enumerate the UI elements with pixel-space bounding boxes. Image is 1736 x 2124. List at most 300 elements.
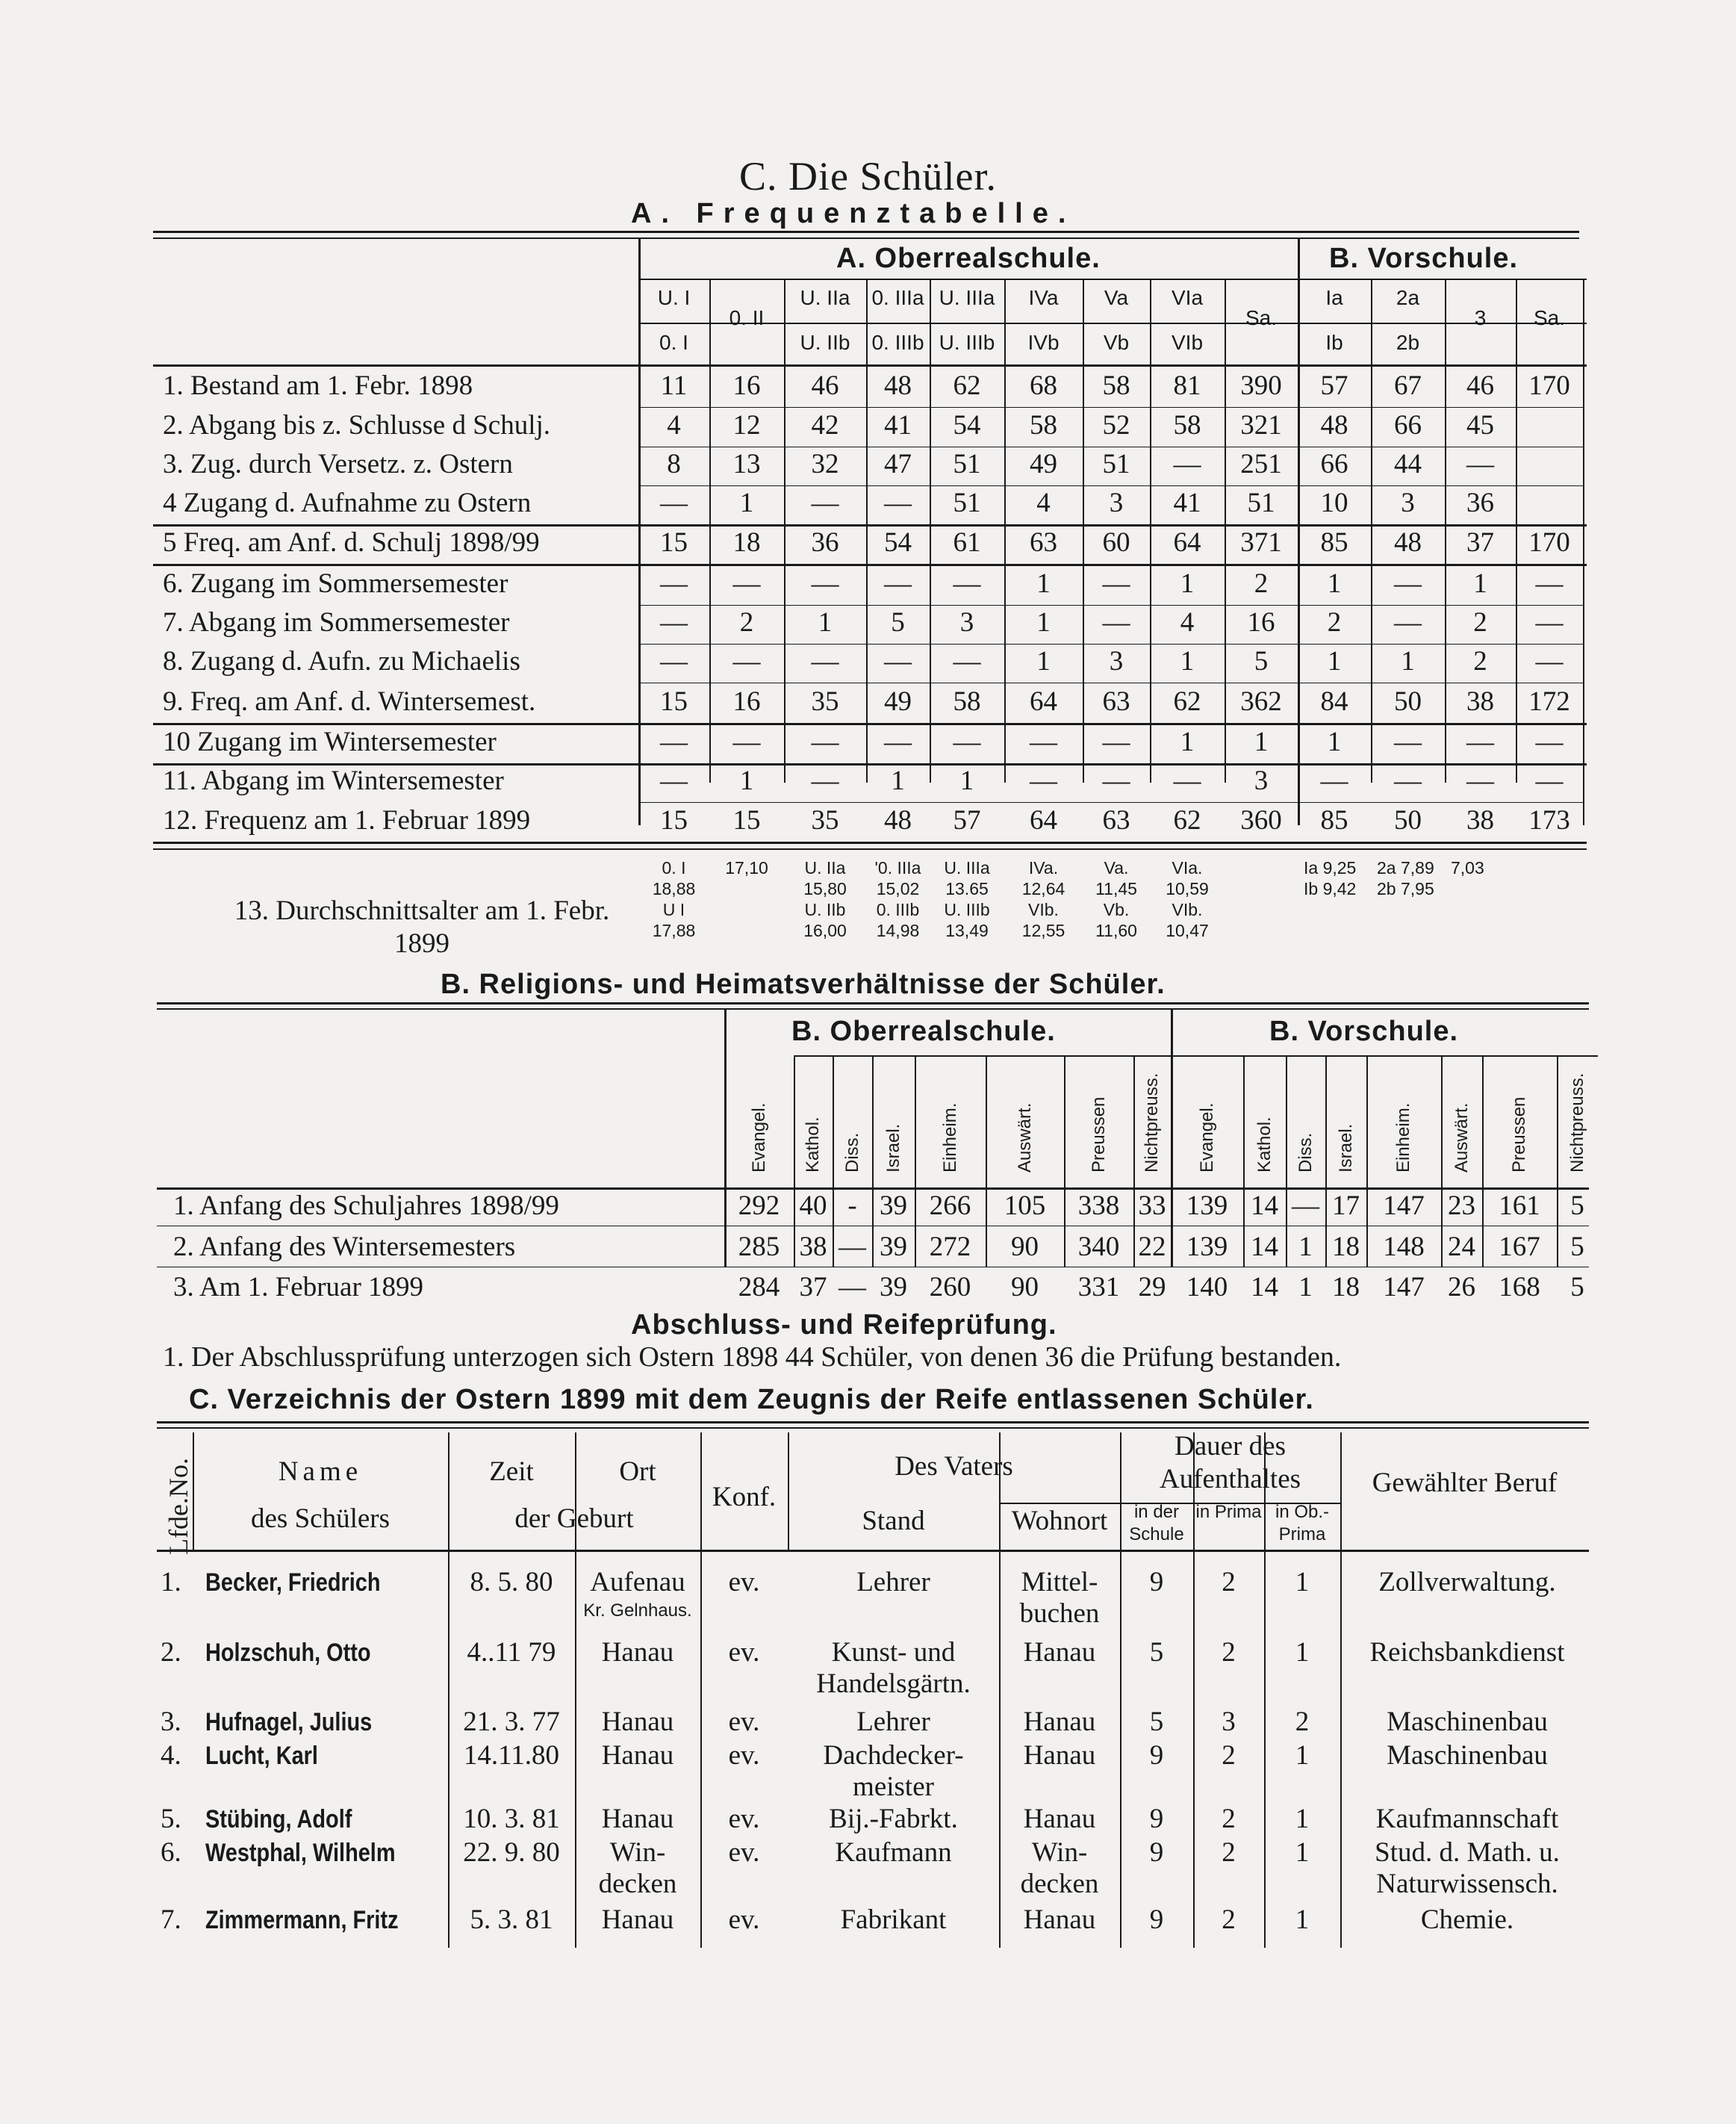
years-school: 9 bbox=[1149, 1837, 1164, 1868]
table-cell: 139 bbox=[1186, 1232, 1228, 1262]
table-cell: 1 bbox=[959, 766, 974, 796]
rule-line bbox=[638, 802, 1583, 803]
table-cell: 170 bbox=[1528, 370, 1570, 401]
rule-line bbox=[157, 1550, 1589, 1552]
table-cell: — bbox=[884, 646, 912, 677]
table-cell: 51 bbox=[1102, 449, 1130, 479]
table-cell: 39 bbox=[880, 1272, 907, 1302]
table-cell: 1 bbox=[818, 607, 833, 638]
rule-line bbox=[153, 564, 1587, 566]
table-cell: 292 bbox=[738, 1190, 780, 1221]
table-cell: 11 bbox=[660, 370, 688, 401]
table-cell: — bbox=[1535, 607, 1564, 638]
col-header-beruf: Gewählter Beruf bbox=[1372, 1468, 1558, 1498]
col-header: 2b bbox=[1396, 331, 1420, 354]
table-cell: — bbox=[811, 488, 839, 518]
table-cell: 5 bbox=[1254, 646, 1269, 677]
table-cell: — bbox=[953, 568, 981, 599]
birth-place: Hanau bbox=[601, 1804, 674, 1834]
col-header: 2a bbox=[1396, 286, 1420, 309]
table-cell: 5 bbox=[1570, 1232, 1584, 1262]
table-cell: 148 bbox=[1383, 1232, 1425, 1262]
table-cell: — bbox=[953, 646, 981, 677]
age-cell: 2a 7,89 2b 7,95 bbox=[1377, 858, 1434, 898]
father-residence: Hanau bbox=[1023, 1904, 1096, 1935]
rule-line bbox=[153, 364, 1587, 367]
table-cell: 48 bbox=[884, 370, 912, 401]
table-cell: — bbox=[1466, 449, 1494, 479]
confession: ev. bbox=[728, 1904, 760, 1935]
table-cell: 13 bbox=[732, 449, 761, 479]
table-cell: 32 bbox=[811, 449, 839, 479]
col-header: 0. I bbox=[659, 331, 688, 354]
col-header-wohnort: Wohnort bbox=[1011, 1506, 1108, 1536]
table-cell: 2 bbox=[739, 607, 754, 638]
birth-date: 14.11.80 bbox=[463, 1740, 560, 1771]
father-residence: Hanau bbox=[1023, 1637, 1096, 1668]
table-cell: 37 bbox=[1466, 527, 1494, 558]
table-cell: 41 bbox=[1173, 488, 1201, 518]
table-cell: 321 bbox=[1240, 410, 1282, 441]
table-cell: 360 bbox=[1240, 805, 1282, 836]
table-cell: 63 bbox=[1102, 805, 1130, 836]
confession: ev. bbox=[728, 1637, 760, 1668]
table-cell: 2 bbox=[1327, 607, 1342, 638]
col-header-rotated: Evangel. bbox=[1196, 1102, 1217, 1173]
table-cell: 5 bbox=[891, 607, 905, 638]
table-cell: 390 bbox=[1240, 370, 1282, 401]
birth-date: 22. 9. 80 bbox=[463, 1837, 560, 1868]
table-cell: — bbox=[1102, 607, 1130, 638]
table-cell: 61 bbox=[953, 527, 981, 558]
table-cell: 48 bbox=[884, 805, 912, 836]
years-school: 5 bbox=[1149, 1707, 1164, 1737]
col-header: Sa. bbox=[1245, 306, 1278, 329]
table-cell: 39 bbox=[880, 1232, 907, 1262]
table-cell: 35 bbox=[811, 686, 839, 717]
table-cell: 14 bbox=[1251, 1190, 1278, 1221]
rule-line bbox=[638, 407, 1583, 408]
table-cell: — bbox=[1394, 568, 1422, 599]
table-cell: 1 bbox=[739, 488, 754, 518]
table-cell: 5 bbox=[1570, 1272, 1584, 1302]
row-label: 1. Anfang des Schuljahres 1898/99 bbox=[173, 1190, 559, 1221]
table-cell: 1 bbox=[1401, 646, 1415, 677]
rule-line bbox=[638, 279, 1587, 280]
table-cell: 4 bbox=[1180, 607, 1195, 638]
table-cell: 8 bbox=[667, 449, 681, 479]
chosen-profession: Maschinenbau bbox=[1387, 1740, 1548, 1771]
table-cell: 4 bbox=[667, 410, 681, 441]
table-cell: 62 bbox=[953, 370, 981, 401]
table-cell: 57 bbox=[1320, 370, 1348, 401]
birth-date: 8. 5. 80 bbox=[470, 1567, 553, 1597]
table-cell: 266 bbox=[929, 1190, 971, 1221]
table-cell: 62 bbox=[1173, 805, 1201, 836]
table-cell: — bbox=[884, 488, 912, 518]
table-cell: 2 bbox=[1473, 607, 1487, 638]
table-cell: 147 bbox=[1383, 1272, 1425, 1302]
table-cell: 15 bbox=[732, 805, 761, 836]
table-cell: 90 bbox=[1011, 1272, 1039, 1302]
table-cell: 42 bbox=[811, 410, 839, 441]
table-cell: 40 bbox=[799, 1190, 827, 1221]
table-cell: 1 bbox=[1036, 646, 1051, 677]
table-cell: 172 bbox=[1528, 686, 1570, 717]
table-cell: 1 bbox=[1327, 727, 1342, 757]
col-header: IVa bbox=[1028, 286, 1059, 309]
table-cell: 147 bbox=[1383, 1190, 1425, 1221]
student-name: Zimmermann, Fritz bbox=[205, 1906, 399, 1934]
col-header-rotated: Evangel. bbox=[748, 1102, 769, 1173]
table-cell: 54 bbox=[953, 410, 981, 441]
row-no: 4. bbox=[161, 1740, 181, 1771]
table-cell: 49 bbox=[1030, 449, 1057, 479]
table-cell: 47 bbox=[884, 449, 912, 479]
table-cell: 58 bbox=[1102, 370, 1130, 401]
table-cell: 14 bbox=[1251, 1272, 1278, 1302]
table-cell: 1 bbox=[1180, 646, 1195, 677]
table-cell: 48 bbox=[1394, 527, 1422, 558]
table-cell: — bbox=[732, 568, 761, 599]
table-cell: — bbox=[660, 766, 688, 796]
group-b-label: B. Vorschule. bbox=[1269, 1016, 1459, 1047]
col-header-rotated: Einheim. bbox=[1393, 1102, 1413, 1173]
row-label: 5 Freq. am Anf. d. Schulj 1898/99 bbox=[163, 527, 540, 558]
student-name: Westphal, Wilhelm bbox=[205, 1839, 396, 1867]
table-cell: 85 bbox=[1320, 805, 1348, 836]
table-cell: 15 bbox=[660, 527, 688, 558]
table-cell: 46 bbox=[1466, 370, 1494, 401]
table-cell: 68 bbox=[1030, 370, 1057, 401]
table-cell: — bbox=[1535, 646, 1564, 677]
table-cell: 41 bbox=[884, 410, 912, 441]
col-header-name2: des Schülers bbox=[251, 1503, 390, 1534]
col-header-konf: Konf. bbox=[712, 1482, 777, 1512]
table-cell: 18 bbox=[732, 527, 761, 558]
col-header-rotated: Diss. bbox=[841, 1132, 862, 1173]
father-occupation: Dachdecker- meister bbox=[823, 1740, 964, 1802]
table-cell: — bbox=[732, 727, 761, 757]
table-cell: — bbox=[1320, 766, 1348, 796]
years-prima: 2 bbox=[1222, 1837, 1236, 1868]
table-cell: 63 bbox=[1030, 527, 1057, 558]
table-cell: 331 bbox=[1077, 1272, 1120, 1302]
table-cell: 285 bbox=[738, 1232, 780, 1262]
table-cell: — bbox=[839, 1232, 866, 1262]
table-cell: 1 bbox=[1254, 727, 1269, 757]
table-cell: — bbox=[1030, 727, 1057, 757]
table-cell: 2 bbox=[1473, 646, 1487, 677]
table-cell: — bbox=[884, 727, 912, 757]
birth-date: 4..11 79 bbox=[467, 1637, 556, 1668]
table-cell: 33 bbox=[1138, 1190, 1166, 1221]
table-cell: 173 bbox=[1528, 805, 1570, 836]
table-cell: — bbox=[1173, 766, 1201, 796]
table-cell: 105 bbox=[1004, 1190, 1046, 1221]
table-cell: 37 bbox=[799, 1272, 827, 1302]
table-cell: — bbox=[839, 1272, 866, 1302]
col-header-rotated: Kathol. bbox=[1254, 1117, 1275, 1173]
table-cell: — bbox=[811, 568, 839, 599]
table-cell: 1 bbox=[891, 766, 905, 796]
rule-line bbox=[153, 723, 1587, 725]
col-header: VIb bbox=[1171, 331, 1204, 354]
years-obprima: 1 bbox=[1295, 1837, 1310, 1868]
years-prima: 3 bbox=[1222, 1707, 1236, 1737]
table-cell: 39 bbox=[880, 1190, 907, 1221]
table-cell: 340 bbox=[1077, 1232, 1120, 1262]
chosen-profession: Chemie. bbox=[1420, 1904, 1514, 1935]
table-cell: — bbox=[1102, 727, 1130, 757]
rule-line bbox=[1583, 280, 1584, 825]
father-residence: Hanau bbox=[1023, 1707, 1096, 1737]
birth-place: Hanau bbox=[601, 1637, 674, 1668]
table-cell: — bbox=[1394, 766, 1422, 796]
chosen-profession: Zollverwaltung. bbox=[1378, 1567, 1556, 1597]
rule-line bbox=[153, 842, 1587, 844]
confession: ev. bbox=[728, 1837, 760, 1868]
table-cell: 58 bbox=[1030, 410, 1057, 441]
table-cell: 63 bbox=[1102, 686, 1130, 717]
col-header: Ia bbox=[1325, 286, 1343, 309]
table-cell: 17 bbox=[1332, 1190, 1360, 1221]
table-cell: 57 bbox=[953, 805, 981, 836]
table-cell: 26 bbox=[1448, 1272, 1475, 1302]
years-obprima: 1 bbox=[1295, 1740, 1310, 1771]
father-residence: Hanau bbox=[1023, 1804, 1096, 1834]
col-header: VIa bbox=[1171, 286, 1204, 309]
table-cell: 1 bbox=[1036, 607, 1051, 638]
group-b-label: B. Vorschule. bbox=[1329, 243, 1519, 274]
birth-date: 10. 3. 81 bbox=[463, 1804, 560, 1834]
col-header: 3 bbox=[1474, 306, 1487, 329]
table-cell: 64 bbox=[1030, 805, 1057, 836]
table-cell: 1 bbox=[1327, 646, 1342, 677]
father-occupation: Fabrikant bbox=[840, 1904, 947, 1935]
father-occupation: Kunst- und Handelsgärtn. bbox=[816, 1637, 971, 1699]
table-cell: 62 bbox=[1173, 686, 1201, 717]
table-cell: 50 bbox=[1394, 686, 1422, 717]
col-header: U. IIIb bbox=[939, 331, 995, 354]
table-cell: 81 bbox=[1173, 370, 1201, 401]
table-cell: 338 bbox=[1077, 1190, 1120, 1221]
father-occupation: Kaufmann bbox=[835, 1837, 952, 1868]
table-cell: — bbox=[1394, 607, 1422, 638]
student-name: Hufnagel, Julius bbox=[205, 1708, 373, 1736]
student-name: Lucht, Karl bbox=[205, 1742, 318, 1770]
table-cell: 52 bbox=[1102, 410, 1130, 441]
father-residence: Win- decken bbox=[1020, 1837, 1099, 1899]
table-cell: 170 bbox=[1528, 527, 1570, 558]
table-cell: 64 bbox=[1173, 527, 1201, 558]
student-name: Becker, Friedrich bbox=[205, 1568, 381, 1597]
table-cell: 1 bbox=[1180, 568, 1195, 599]
birth-place: Aufenau bbox=[590, 1567, 685, 1597]
table-cell: 260 bbox=[929, 1272, 971, 1302]
col-header-no: Lfde.No. bbox=[164, 1458, 193, 1555]
table-cell: 38 bbox=[799, 1232, 827, 1262]
table-cell: 51 bbox=[953, 449, 981, 479]
rule-line bbox=[153, 848, 1587, 850]
col-header: IVb bbox=[1027, 331, 1060, 354]
religion-heading: B. Religions- und Heimatsverhältnisse der Schüler. bbox=[441, 969, 1166, 1000]
col-header-rotated: Auswärt. bbox=[1014, 1102, 1035, 1173]
table-cell: 46 bbox=[811, 370, 839, 401]
table-cell: 3 bbox=[1109, 488, 1124, 518]
col-header-rotated: Preussen bbox=[1088, 1096, 1109, 1173]
col-header-rotated: Nichtpreuss. bbox=[1567, 1072, 1587, 1173]
years-school: 9 bbox=[1149, 1904, 1164, 1935]
col-header-prima: in Prima bbox=[1195, 1502, 1262, 1522]
years-obprima: 2 bbox=[1295, 1707, 1310, 1737]
table-cell: 2 bbox=[1254, 568, 1269, 599]
table-cell: — bbox=[811, 766, 839, 796]
table-cell: 1 bbox=[1180, 727, 1195, 757]
table-cell: — bbox=[1102, 766, 1130, 796]
row-label: 12. Frequenz am 1. Februar 1899 bbox=[163, 805, 531, 836]
table-cell: 90 bbox=[1011, 1232, 1039, 1262]
table-cell: 3 bbox=[1109, 646, 1124, 677]
table-cell: 18 bbox=[1332, 1232, 1360, 1262]
table-cell: — bbox=[1030, 766, 1057, 796]
table-cell: 45 bbox=[1466, 410, 1494, 441]
table-cell: 64 bbox=[1030, 686, 1057, 717]
confession: ev. bbox=[728, 1707, 760, 1737]
col-header-rotated: Israel. bbox=[1335, 1123, 1356, 1173]
confession: ev. bbox=[728, 1804, 760, 1834]
row-label: 4 Zugang d. Aufnahme zu Ostern bbox=[163, 488, 532, 518]
chosen-profession: Stud. d. Math. u. Naturwissensch. bbox=[1375, 1837, 1560, 1899]
table-cell: 16 bbox=[1247, 607, 1275, 638]
birth-place: Hanau bbox=[601, 1904, 674, 1935]
years-prima: 2 bbox=[1222, 1804, 1236, 1834]
col-header-rotated: Einheim. bbox=[939, 1102, 960, 1173]
years-obprima: 1 bbox=[1295, 1804, 1310, 1834]
rule-line bbox=[638, 644, 1583, 645]
years-obprima: 1 bbox=[1295, 1637, 1310, 1668]
age-cell: 0. I 18,88 U I 17,88 bbox=[652, 858, 696, 940]
table-cell: — bbox=[732, 646, 761, 677]
father-occupation: Bij.-Fabrkt. bbox=[829, 1804, 958, 1834]
col-header: Ib bbox=[1325, 331, 1343, 354]
table-cell: 140 bbox=[1186, 1272, 1228, 1302]
years-obprima: 1 bbox=[1295, 1567, 1310, 1597]
group-a-label: B. Oberrealschule. bbox=[791, 1016, 1056, 1047]
years-prima: 2 bbox=[1222, 1567, 1236, 1597]
table-cell: — bbox=[1173, 449, 1201, 479]
table-cell: 54 bbox=[884, 527, 912, 558]
table-cell: 251 bbox=[1240, 449, 1282, 479]
table-cell: 16 bbox=[732, 370, 761, 401]
table-cell: 12 bbox=[732, 410, 761, 441]
father-residence: Hanau bbox=[1023, 1740, 1096, 1771]
table-cell: 51 bbox=[953, 488, 981, 518]
row-label: 2. Anfang des Wintersemesters bbox=[173, 1232, 516, 1262]
age-cell: IVa. 12,64 VIb. 12,55 bbox=[1021, 858, 1065, 940]
table-cell: 48 bbox=[1320, 410, 1348, 441]
table-cell: 24 bbox=[1448, 1232, 1475, 1262]
page-title: C. Die Schüler. bbox=[739, 154, 997, 199]
table-cell: 15 bbox=[660, 686, 688, 717]
row-label: 2. Abgang bis z. Schlusse d Schulj. bbox=[163, 410, 551, 441]
table-cell: 1 bbox=[1298, 1232, 1313, 1262]
row-no: 6. bbox=[161, 1837, 181, 1868]
col-header-name: Name bbox=[278, 1456, 363, 1487]
years-obprima: 1 bbox=[1295, 1904, 1310, 1935]
table-cell: 67 bbox=[1394, 370, 1422, 401]
age-cell: '0. IIIa 15,02 0. IIIb 14,98 bbox=[874, 858, 921, 940]
table-cell: — bbox=[1535, 568, 1564, 599]
col-header: U. IIIa bbox=[939, 286, 995, 309]
col-header-rotated: Kathol. bbox=[803, 1117, 823, 1173]
table-cell: — bbox=[1394, 727, 1422, 757]
table-cell: — bbox=[660, 646, 688, 677]
table-cell: 362 bbox=[1240, 686, 1282, 717]
rule-line bbox=[638, 485, 1583, 486]
table-cell: 38 bbox=[1466, 805, 1494, 836]
birth-place-district: Kr. Gelnhaus. bbox=[583, 1600, 692, 1621]
exam-heading: Abschluss- und Reifeprüfung. bbox=[631, 1309, 1057, 1341]
col-header: 0. IIIb bbox=[871, 331, 924, 354]
row-label: 3. Am 1. Februar 1899 bbox=[173, 1272, 424, 1302]
row-label: 7. Abgang im Sommersemester bbox=[163, 607, 510, 638]
birth-date: 21. 3. 77 bbox=[463, 1707, 560, 1737]
table-cell: - bbox=[847, 1190, 857, 1221]
father-occupation: Lehrer bbox=[856, 1707, 930, 1737]
table-cell: 35 bbox=[811, 805, 839, 836]
table-cell: 4 bbox=[1036, 488, 1051, 518]
col-header: U. IIa bbox=[800, 286, 850, 309]
table-cell: 58 bbox=[953, 686, 981, 717]
birth-place: Hanau bbox=[601, 1707, 674, 1737]
table-cell: 49 bbox=[884, 686, 912, 717]
age-cell: U. IIIa 13.65 U. IIIb 13,49 bbox=[944, 858, 990, 940]
table-cell: 15 bbox=[660, 805, 688, 836]
col-header: 0. IIIa bbox=[871, 286, 924, 309]
row-no: 7. bbox=[161, 1904, 181, 1935]
birth-place: Win- decken bbox=[598, 1837, 677, 1899]
years-school: 9 bbox=[1149, 1804, 1164, 1834]
table-cell: — bbox=[811, 727, 839, 757]
birth-place: Hanau bbox=[601, 1740, 674, 1771]
table-cell: — bbox=[1535, 727, 1564, 757]
table-cell: 66 bbox=[1320, 449, 1348, 479]
exam-text: 1. Der Abschlussprüfung unterzogen sich Ostern 1898 44 Schüler, von denen 36 die Prüfung bestanden. bbox=[163, 1341, 1342, 1373]
table-cell: 161 bbox=[1499, 1190, 1540, 1221]
table-cell: 22 bbox=[1138, 1232, 1166, 1262]
col-header-zeit: Zeit bbox=[489, 1456, 534, 1487]
col-header-vater: Des Vaters bbox=[895, 1451, 1013, 1482]
col-header-ort: Ort bbox=[619, 1456, 656, 1487]
table-cell: 50 bbox=[1394, 805, 1422, 836]
table-cell: 44 bbox=[1394, 449, 1422, 479]
table-cell: 3 bbox=[959, 607, 974, 638]
row-no: 5. bbox=[161, 1804, 181, 1834]
table-cell: 58 bbox=[1173, 410, 1201, 441]
table-cell: 38 bbox=[1466, 686, 1494, 717]
table-cell: 14 bbox=[1251, 1232, 1278, 1262]
age-label: 13. Durchschnittsalter am 1. Febr. 1899 bbox=[234, 895, 610, 959]
col-header-rotated: Auswärt. bbox=[1451, 1102, 1472, 1173]
table-cell: — bbox=[660, 488, 688, 518]
table-cell: 5 bbox=[1570, 1190, 1584, 1221]
table-cell: 284 bbox=[738, 1272, 780, 1302]
chosen-profession: Kaufmannschaft bbox=[1375, 1804, 1559, 1834]
col-header: Vb bbox=[1103, 331, 1130, 354]
table-cell: 1 bbox=[1298, 1272, 1313, 1302]
table-cell: 36 bbox=[811, 527, 839, 558]
